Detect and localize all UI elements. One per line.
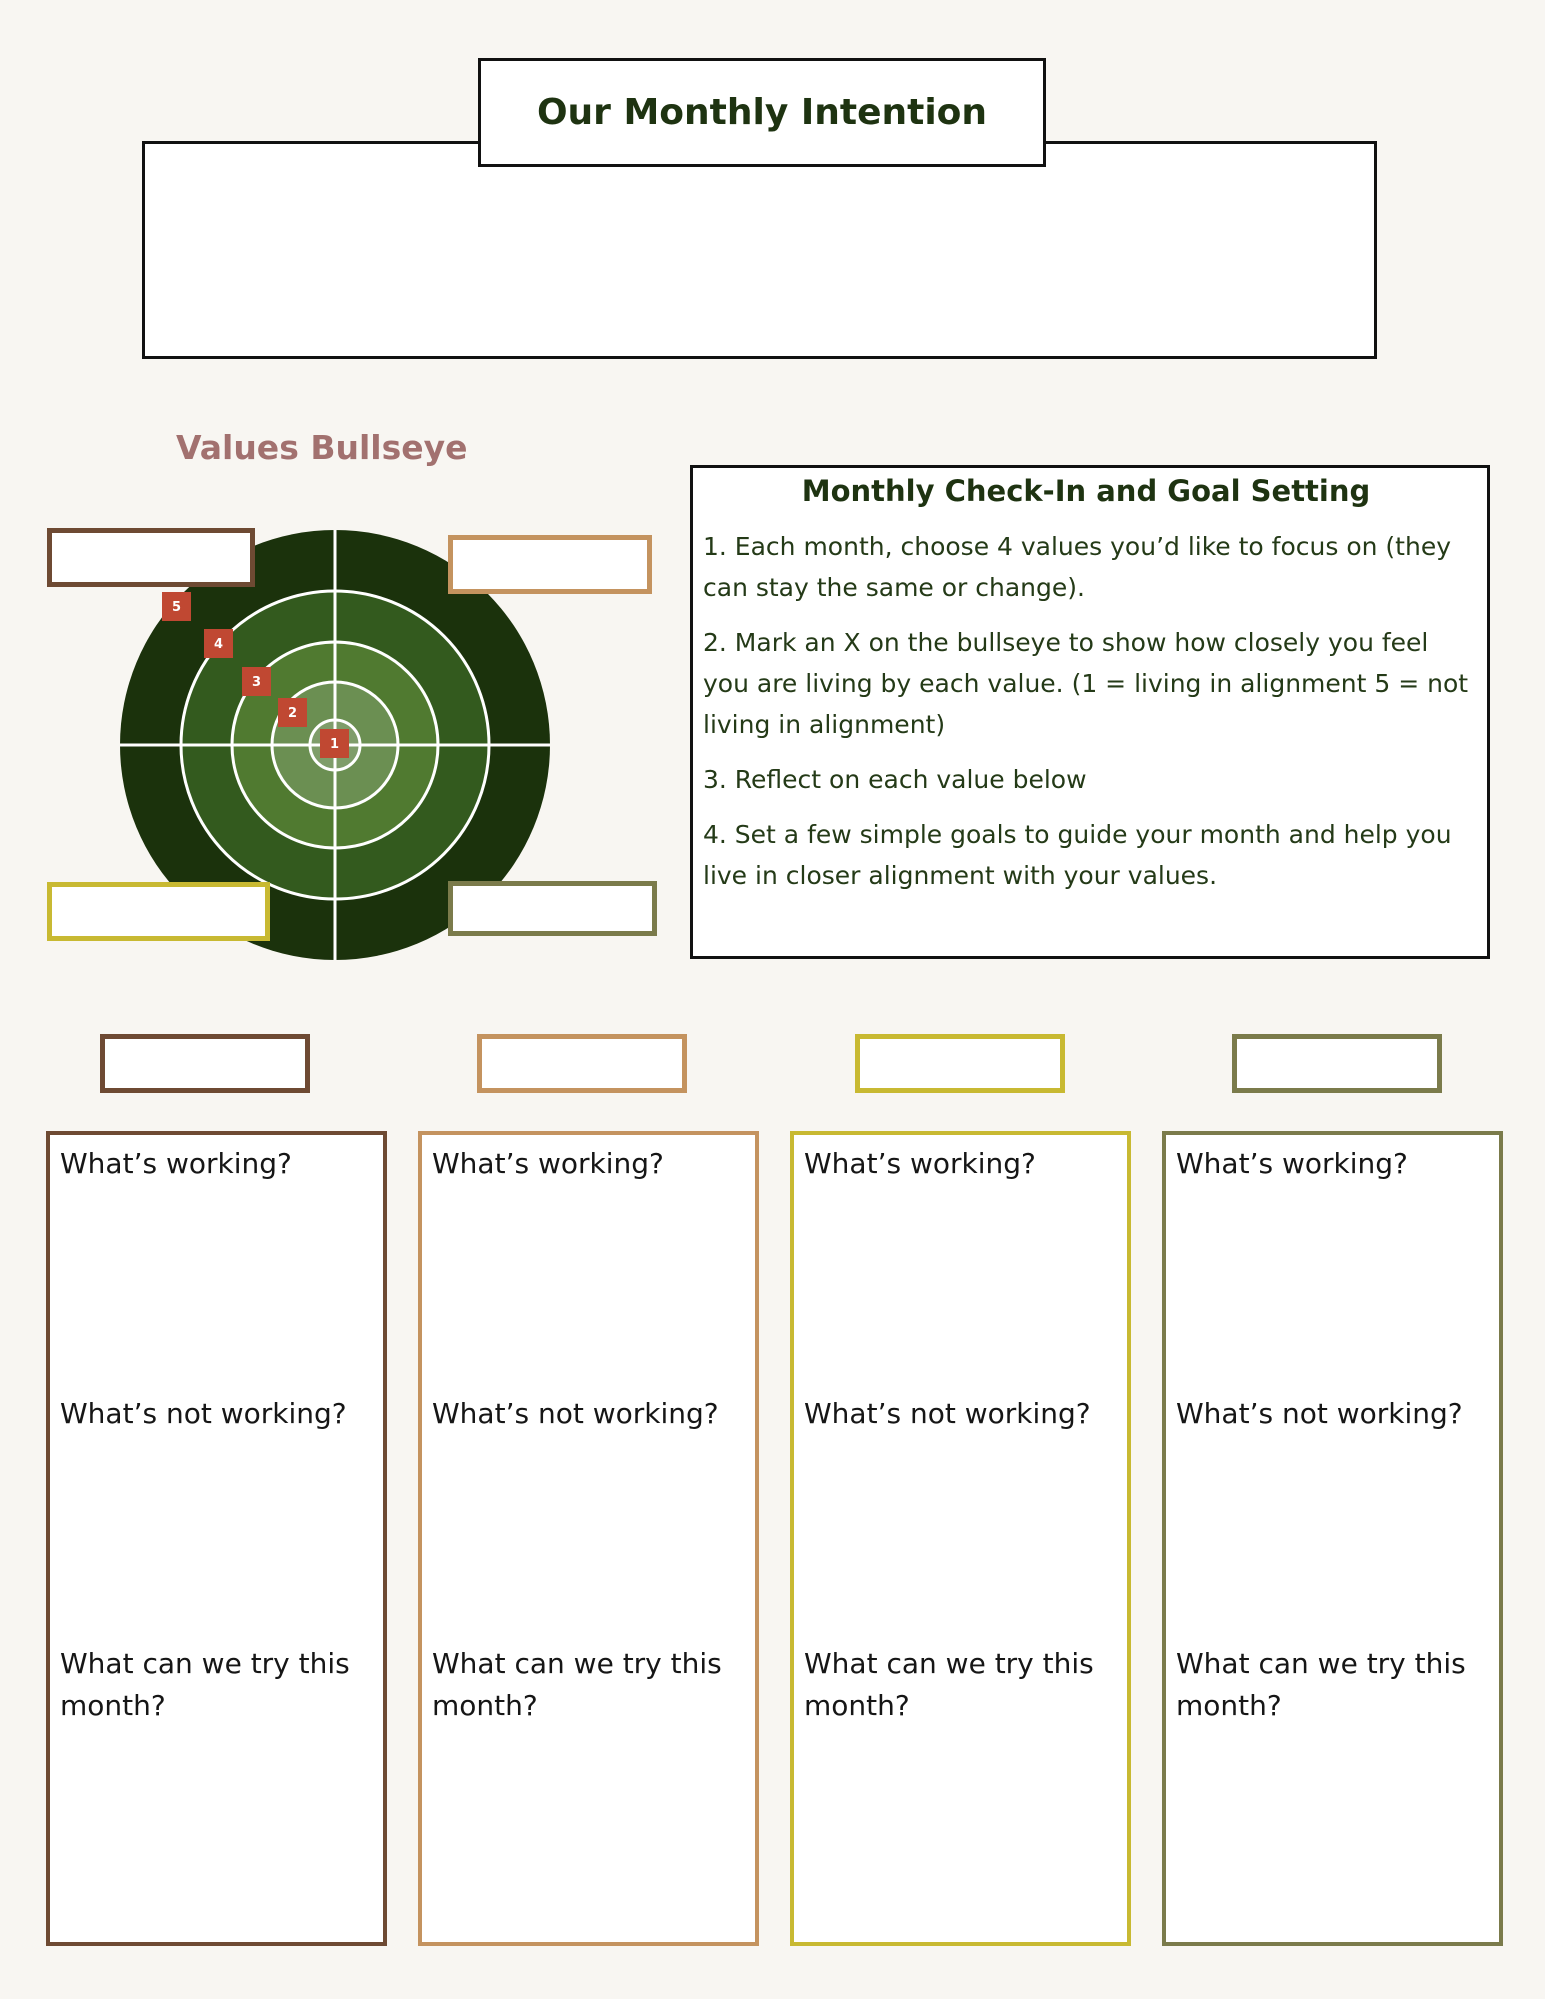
prompt-whats-working: What’s working? bbox=[1176, 1147, 1408, 1180]
ring-marker-2 bbox=[278, 698, 307, 727]
column-header-slot-3[interactable] bbox=[855, 1034, 1065, 1093]
prompt-what-can-we-try: What can we try this month? bbox=[60, 1647, 350, 1722]
intention-input-box[interactable] bbox=[142, 141, 1377, 359]
bullseye-title: Values Bullseye bbox=[176, 428, 468, 467]
column-header-slot-2[interactable] bbox=[477, 1034, 687, 1093]
instruction-step-2: 2. Mark an X on the bullseye to show how closely you feel you are living by each value. (1 = living in alignment 5 = not living in alignment) bbox=[703, 628, 1469, 739]
ring-marker-5 bbox=[162, 592, 191, 621]
value-slot-1[interactable] bbox=[47, 528, 255, 587]
prompt-whats-not-working: What’s not working? bbox=[432, 1397, 719, 1430]
ring-label-5: 5 bbox=[171, 600, 182, 615]
ring-label-1: 1 bbox=[329, 737, 340, 752]
reflection-column-3[interactable] bbox=[790, 1131, 1131, 1946]
intention-title: Our Monthly Intention bbox=[478, 58, 1046, 167]
column-header-slot-1[interactable] bbox=[100, 1034, 310, 1093]
prompt-what-can-we-try: What can we try this month? bbox=[432, 1647, 722, 1722]
prompt-whats-working: What’s working? bbox=[432, 1147, 664, 1180]
reflection-column-2[interactable] bbox=[418, 1131, 759, 1946]
value-slot-3[interactable] bbox=[47, 882, 270, 941]
prompt-what-can-we-try: What can we try this month? bbox=[804, 1647, 1094, 1722]
ring-label-2: 2 bbox=[287, 706, 298, 721]
reflection-column-1[interactable] bbox=[46, 1131, 387, 1946]
ring-label-4: 4 bbox=[213, 637, 224, 652]
instructions-list bbox=[703, 526, 1469, 896]
instructions-title: Monthly Check-In and Goal Setting bbox=[801, 474, 1371, 508]
prompt-whats-working: What’s working? bbox=[804, 1147, 1036, 1180]
value-slot-4[interactable] bbox=[448, 881, 657, 936]
ring-marker-3 bbox=[242, 667, 271, 696]
instruction-step-4: 4. Set a few simple goals to guide your month and help you live in closer alignment with your values. bbox=[703, 820, 1452, 890]
instructions-panel bbox=[690, 465, 1490, 959]
instruction-step-3: 3. Reflect on each value below bbox=[703, 765, 1087, 794]
prompt-whats-not-working: What’s not working? bbox=[804, 1397, 1091, 1430]
ring-label-3: 3 bbox=[251, 675, 262, 690]
value-slot-2[interactable] bbox=[448, 535, 652, 594]
prompt-whats-not-working: What’s not working? bbox=[60, 1397, 347, 1430]
prompt-what-can-we-try: What can we try this month? bbox=[1176, 1647, 1466, 1722]
reflection-column-4[interactable] bbox=[1162, 1131, 1503, 1946]
ring-marker-4 bbox=[204, 629, 233, 658]
prompt-whats-working: What’s working? bbox=[60, 1147, 292, 1180]
instruction-step-1: 1. Each month, choose 4 values you’d like to focus on (they can stay the same or change). bbox=[703, 532, 1451, 602]
ring-marker-1 bbox=[320, 729, 349, 758]
column-header-slot-4[interactable] bbox=[1232, 1034, 1442, 1093]
prompt-whats-not-working: What’s not working? bbox=[1176, 1397, 1463, 1430]
